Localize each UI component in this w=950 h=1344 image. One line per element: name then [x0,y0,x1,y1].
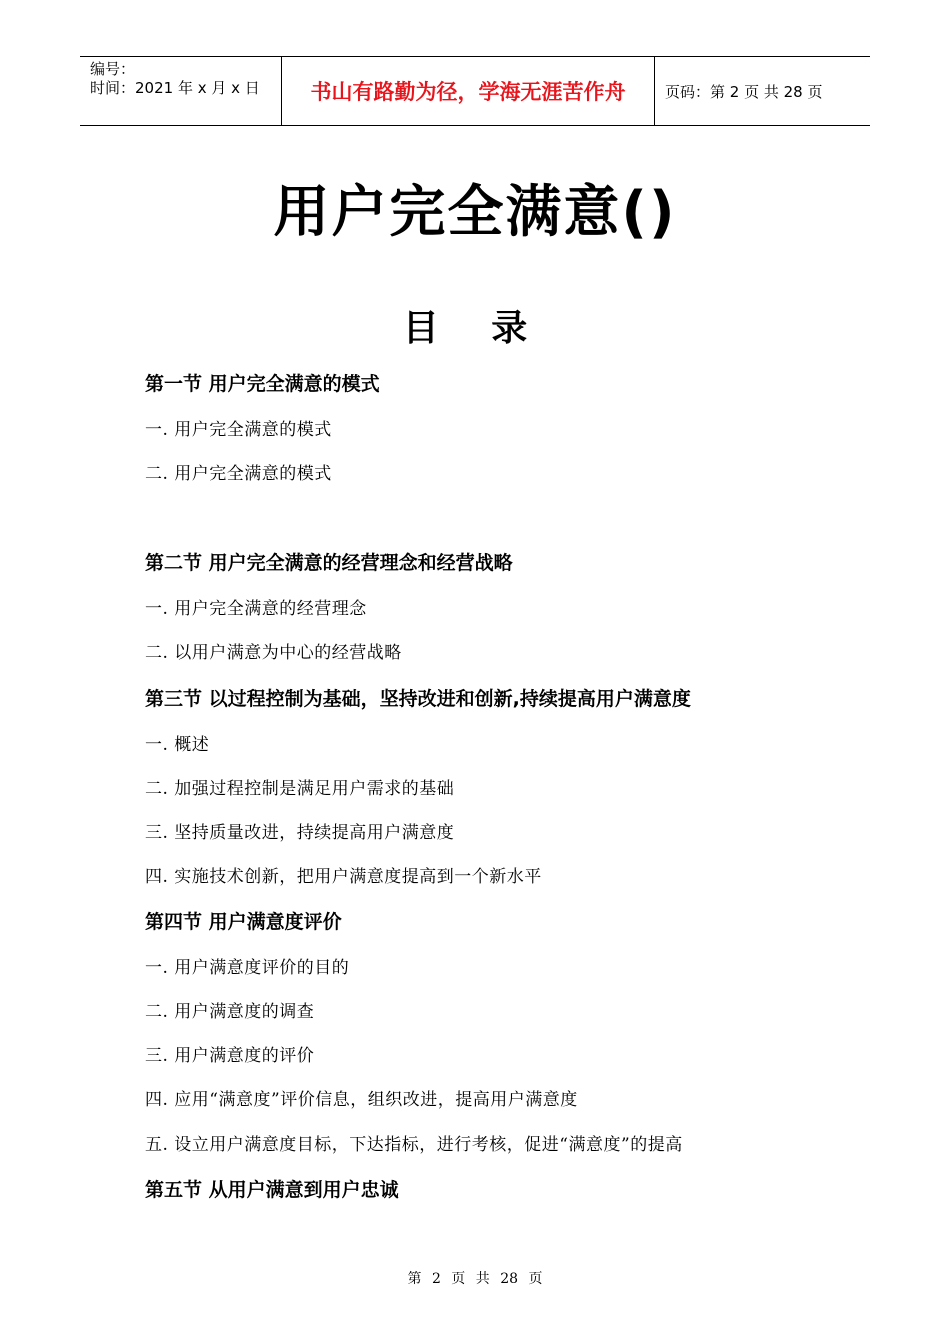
toc-section-3[interactable]: 第三节 以过程控制为基础，坚持改进和创新,持续提高用户满意度 [145,688,691,710]
toc-item[interactable]: 四. 应用“满意度”评价信息，组织改进，提高用户满意度 [145,1090,578,1110]
toc-item[interactable]: 一. 概述 [145,735,210,755]
toc-item[interactable]: 一. 用户满意度评价的目的 [145,958,350,978]
toc-item[interactable]: 一. 用户完全满意的经营理念 [145,599,367,619]
toc-section-4[interactable]: 第四节 用户满意度评价 [145,911,342,933]
page-header [80,56,870,126]
toc-item[interactable]: 三. 用户满意度的评价 [145,1046,315,1066]
toc-heading: 目 录 [402,307,548,349]
toc-item[interactable]: 二. 加强过程控制是满足用户需求的基础 [145,779,455,799]
toc-item[interactable]: 二. 用户满意度的调查 [145,1002,315,1022]
toc-section-5[interactable]: 第五节 从用户满意到用户忠诚 [145,1179,399,1201]
toc-item[interactable]: 二. 以用户满意为中心的经营战略 [145,643,402,663]
header-page-info: 页码：第 2 页 共 28 页 [665,82,823,101]
document-time-label: 时间：2021 年 x 月 x 日 [90,79,260,97]
page-footer: 第 2 页 共 28 页 [407,1271,543,1287]
document-number-label: 编号： [90,60,136,78]
toc-item[interactable]: 五. 设立用户满意度目标，下达指标，进行考核，促进“满意度”的提高 [145,1135,683,1155]
header-meta [80,57,282,125]
toc-item[interactable]: 四. 实施技术创新，把用户满意度提高到一个新水平 [145,867,542,887]
document-title: 用户完全满意() [273,180,677,245]
toc-section-1[interactable]: 第一节 用户完全满意的模式 [145,373,380,395]
toc-item[interactable]: 二. 用户完全满意的模式 [145,464,332,484]
toc-section-2[interactable]: 第二节 用户完全满意的经营理念和经营战略 [145,552,513,574]
header-motto: 书山有路勤为径，学海无涯苦作舟 [282,57,655,125]
toc-item[interactable]: 三. 坚持质量改进，持续提高用户满意度 [145,823,455,843]
toc-item[interactable]: 一. 用户完全满意的模式 [145,420,332,440]
